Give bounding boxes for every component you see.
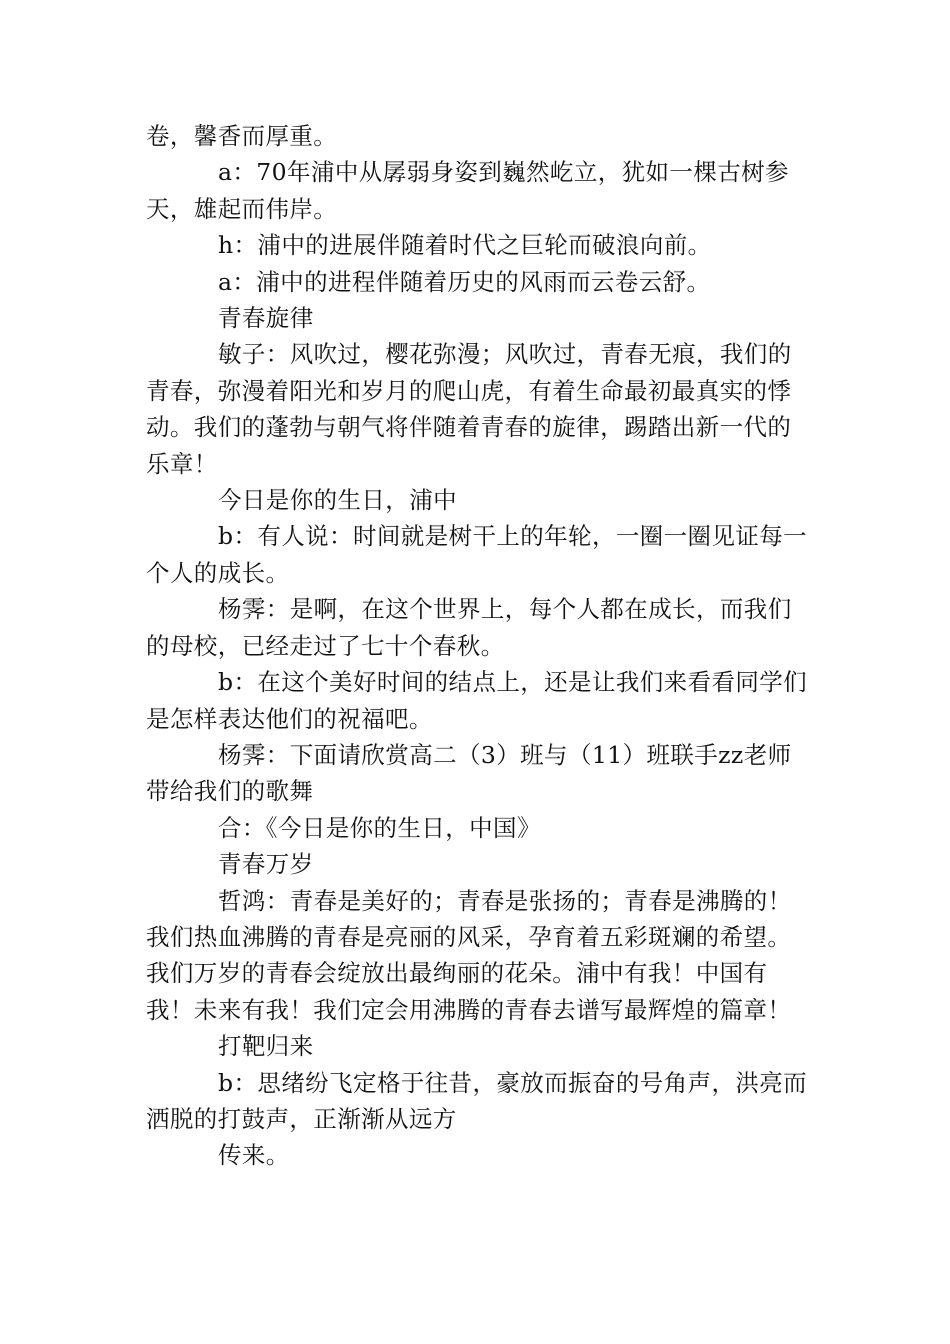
paragraph: 杨霁：下面请欣赏高二（3）班与（11）班联手zz老师带给我们的歌舞 bbox=[146, 740, 792, 806]
document-body bbox=[146, 118, 811, 1174]
paragraph: a：浦中的进程伴随着历史的风雨而云卷云舒。 bbox=[218, 267, 711, 296]
paragraph: b：在这个美好时间的结点上，还是让我们来看看同学们是怎样表达他们的祝福吧。 bbox=[146, 668, 808, 733]
paragraph: b：有人说：时间就是树干上的年轮，一圈一圈见证每一个人的成长。 bbox=[146, 522, 808, 587]
section-heading: 青春旋律 bbox=[218, 304, 314, 333]
section-heading: 今日是你的生日，浦中 bbox=[218, 486, 457, 515]
paragraph: 哲鸿：青春是美好的；青春是张扬的；青春是沸腾的！我们热血沸腾的青春是亮丽的风采，孕育着五彩斑斓的希望。我们万岁的青春会绽放出最绚丽的花朵。浦中有我！中国有我！未来有我！我们定会用沸腾的青春去谱写最辉煌的篇章！ bbox=[146, 886, 792, 1024]
paragraph: h：浦中的进展伴随着时代之巨轮而破浪向前。 bbox=[218, 231, 712, 260]
paragraph: 敏子：风吹过，樱花弥漫；风吹过，青春无痕，我们的青春，弥漫着阳光和岁月的爬山虎，有着生命最初最真实的悸动。我们的蓬勃与朝气将伴随着青春的旋律，踢踏出新一代的乐章！ bbox=[146, 340, 792, 478]
paragraph: b：思绪纷飞定格于往昔，豪放而振奋的号角声，洪亮而洒脱的打鼓声，正渐渐从远方 bbox=[146, 1068, 808, 1133]
section-heading: 打靶归来 bbox=[218, 1032, 314, 1061]
paragraph: a：70年浦中从孱弱身姿到巍然屹立，犹如一棵古树参天，雄起而伟岸。 bbox=[146, 158, 789, 223]
paragraph: 卷，馨香而厚重。 bbox=[146, 122, 338, 150]
paragraph: 传来。 bbox=[218, 1141, 290, 1170]
section-heading: 青春万岁 bbox=[218, 850, 314, 879]
paragraph: 杨霁：是啊，在这个世界上，每个人都在成长，而我们的母校，已经走过了七十个春秋。 bbox=[146, 595, 792, 660]
paragraph: 合：《今日是你的生日，中国》 bbox=[218, 813, 541, 842]
